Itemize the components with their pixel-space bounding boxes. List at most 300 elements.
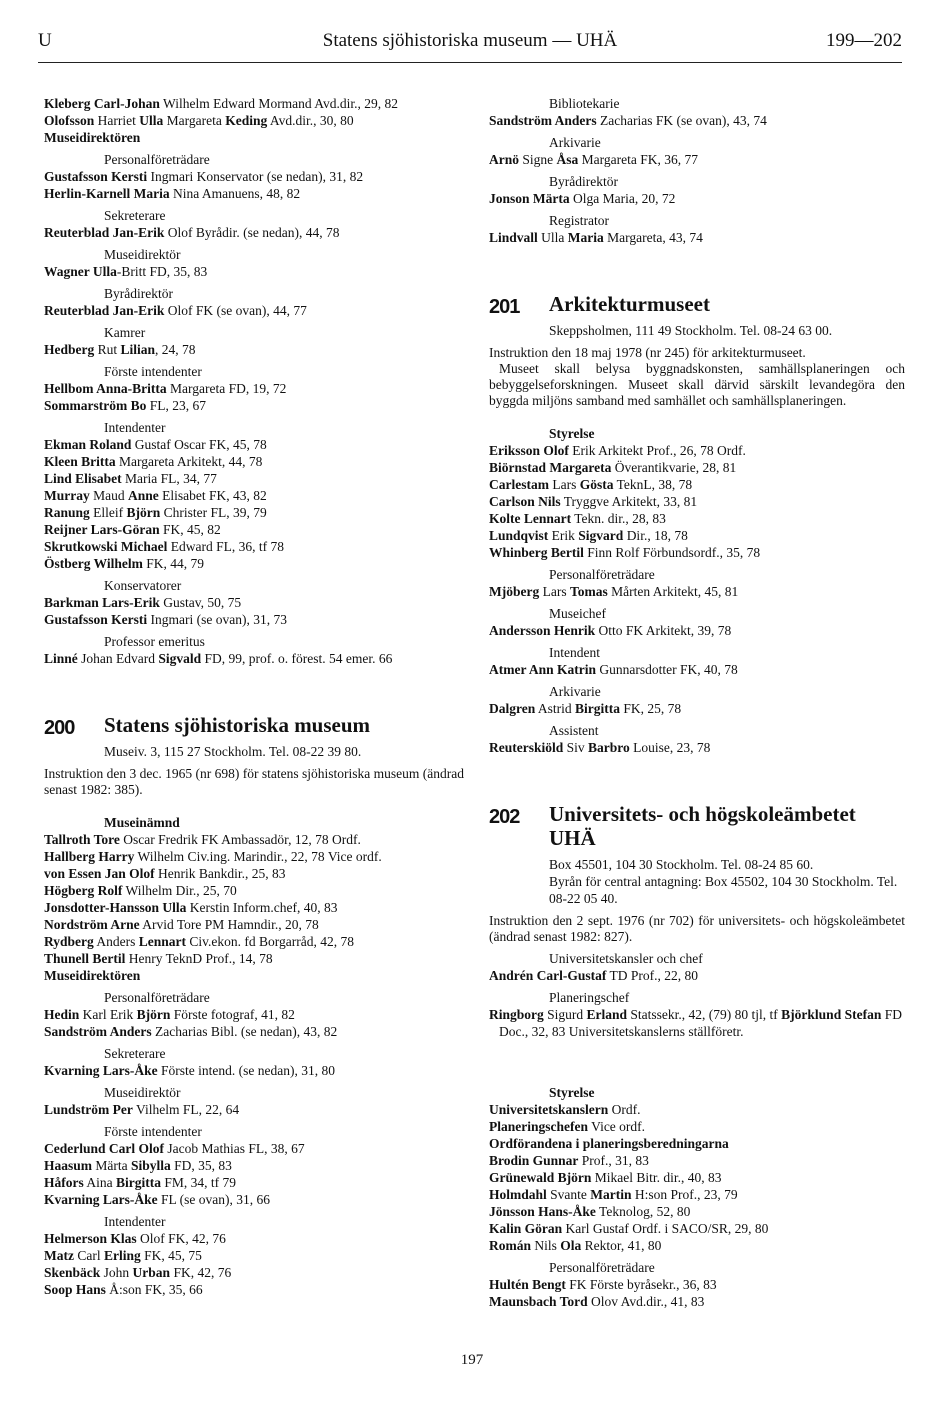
section-gap [489,1040,905,1068]
staff-entry [489,1118,905,1135]
entry-detail: Anders [93,934,139,949]
instruction-text: Instruktion den 18 maj 1978 (nr 245) för arkitekturmuseet. [489,345,806,360]
staff-entry [44,129,464,146]
entry-name: Reuterblad Jan-Erik [44,225,165,240]
entry-name: Ulla [139,113,164,128]
entry-name: Tallroth Tore [44,832,120,847]
entry-detail: Statssekr., 42, (79) 80 tjl, tf [627,1007,782,1022]
entry-name: Tomas [569,584,608,599]
staff-entry [44,185,464,202]
staff-entry [44,112,464,129]
staff-entry [44,302,464,319]
staff-entry [44,611,464,628]
entry-name: Gösta [579,477,614,492]
staff-entry [489,476,905,493]
role-heading: Personalföreträdare [104,152,210,167]
staff-entry [489,1186,905,1203]
entry-name: Holmdahl [489,1187,547,1202]
role-heading: Byrådirektör [104,286,173,301]
entry-detail: Dir., 18, 78 [623,528,688,543]
entry-name: Barbro [588,740,630,755]
role-heading: Planeringschef [549,990,630,1005]
entry-detail: Zacharias FK (se ovan), 43, 74 [596,113,767,128]
staff-entry [44,882,464,899]
staff-entry [489,1203,905,1220]
entry-name: Birgitta [116,1175,161,1190]
section-title: Arkitekturmuseet [549,292,710,316]
entry-detail: Prof., 31, 83 [578,1153,649,1168]
role-heading: Sekreterare [104,208,166,223]
entry-name: Biörnstad Margareta [489,460,612,475]
entry-detail: FK Förste byråsekr., 36, 83 [565,1277,717,1292]
header-rule [38,62,902,63]
staff-entry [489,527,905,544]
staff-entry [44,831,464,848]
entry-name: Urban [132,1265,171,1280]
entry-detail: Margareta Arkitekt, 44, 78 [115,454,263,469]
entry-name: Olofsson [44,113,95,128]
role-heading: Förste intendenter [104,364,202,379]
staff-entry [489,112,905,129]
entry-detail: Margareta FK, 36, 77 [578,152,699,167]
staff-entry [44,168,464,185]
entry-detail: Rut [94,342,121,357]
entry-detail: Tryggve Arkitekt, 33, 81 [560,494,698,509]
staff-entry [44,848,464,865]
entry-name: Whinberg Bertil [489,545,584,560]
section-header [44,713,464,737]
board-heading: Styrelse [549,1085,595,1100]
role-heading: Museichef [549,606,606,621]
staff-entry [44,1157,464,1174]
entry-detail: Ingmari Konservator (se nedan), 31, 82 [147,169,364,184]
staff-entry [44,1006,464,1023]
role-heading: Arkivarie [549,135,601,150]
staff-entry [44,397,464,414]
staff-entry [489,229,905,246]
entry-detail: FK, 25, 78 [620,701,682,716]
entry-name: Sommarström Bo [44,398,147,413]
entry-name: Rydberg [44,934,94,949]
entry-name: Soop Hans [44,1282,106,1297]
entry-name: Kvarning Lars-Åke [44,1063,158,1078]
entry-name: Anne [127,488,159,503]
page-header [38,30,902,58]
section-number: 202 [489,806,520,828]
entry-detail: -Britt FD, 35, 83 [116,264,208,279]
role-heading: Bibliotekarie [549,96,620,111]
entry-detail: Lars [548,477,580,492]
staff-entry [44,555,464,572]
entry-name: Mjöberg [489,584,540,599]
staff-entry [44,341,464,358]
entry-detail: Nina Amanuens, 48, 82 [169,186,301,201]
entry-name: Gustafsson Kersti [44,612,148,627]
role-heading: Museidirektör [104,247,181,262]
entry-name: Östberg Wilhelm [44,556,143,571]
role-heading: Intendenter [104,1214,166,1229]
entry-detail: FL (se ovan), 31, 66 [157,1192,270,1207]
staff-entry [44,263,464,280]
staff-entry [44,1023,464,1040]
section-gap [489,246,905,292]
staff-entry [44,1281,464,1298]
entry-name: Reuterblad Jan-Erik [44,303,165,318]
entry-name: Nordström Arne [44,917,140,932]
staff-entry [489,493,905,510]
entry-detail: Signe [519,152,557,167]
staff-entry [489,1237,905,1254]
entry-detail: Christer FL, 39, 79 [160,505,267,520]
entry-detail: FD, 99, prof. o. förest. 54 emer. 66 [201,651,393,666]
entry-detail: Vilhelm FL, 22, 64 [132,1102,240,1117]
role-heading: Konservatorer [104,578,182,593]
staff-entry [44,487,464,504]
entry-detail: Astrid [535,701,576,716]
entry-detail: Margareta [163,113,226,128]
entry-name: Brodin Gunnar [489,1153,579,1168]
staff-entry [44,1230,464,1247]
role-heading: Personalföreträdare [104,990,210,1005]
role-heading: Sekreterare [104,1046,166,1061]
entry-detail: Karl Gustaf Ordf. i SACO/SR, 29, 80 [562,1221,769,1236]
entry-detail: Svante [546,1187,591,1202]
entry-detail: FK, 44, 79 [142,556,205,571]
section-header [489,292,905,316]
page-number: 197 [460,1352,484,1368]
staff-entry [44,521,464,538]
entry-name: Román [489,1238,532,1253]
entry-name: Gustafsson Kersti [44,169,148,184]
entry-detail: Vice ordf. [588,1119,646,1134]
entry-detail: Henry TeknD Prof., 14, 78 [125,951,273,966]
role-heading: Professor emeritus [104,634,205,649]
entry-detail: Mikael Bitr. dir., 40, 83 [591,1170,722,1185]
left-column [44,95,464,1298]
right-column [489,95,905,1310]
entry-detail: Edward FL, 36, tf 78 [167,539,285,554]
staff-entry [489,700,905,717]
entry-name: Björklund Stefan [781,1007,882,1022]
entry-name: Kleberg Carl-Johan [44,96,160,111]
entry-detail: Gunnarsdotter FK, 40, 78 [596,662,738,677]
entry-detail: FK, 42, 76 [170,1265,232,1280]
entry-name: Sandström Anders [489,113,597,128]
entry-name: Åsa [556,152,579,167]
entry-name: Håfors [44,1175,84,1190]
entry-detail: Märta [92,1158,131,1173]
staff-entry [489,1169,905,1186]
entry-name: Helmerson Klas [44,1231,137,1246]
entry-detail: Wilhelm Dir., 25, 70 [122,883,237,898]
entry-name: Björn [126,505,161,520]
entry-detail: John [100,1265,133,1280]
staff-entry [44,1264,464,1281]
instruction-text: Instruktion den 3 dec. 1965 (nr 698) för statens sjöhistoriska museum (ändrad senast 1982: 385). [44,766,464,797]
role-heading: Kamrer [104,325,146,340]
entry-detail: Gustav, 50, 75 [159,595,242,610]
header-section-letter: U [38,30,52,51]
entry-name: Skenbäck [44,1265,101,1280]
entry-detail: Förste intend. (se nedan), 31, 80 [157,1063,335,1078]
entry-detail: Ulla [537,230,568,245]
staff-entry [489,544,905,561]
section-address: Byrån för central antagning: Box 45502, 104 30 Stockholm. Tel. 08-22 05 40. [549,874,898,906]
entry-name: Lilian [120,342,156,357]
entry-name: Universitetskanslern [489,1102,609,1117]
entry-name: Högberg Rolf [44,883,123,898]
entry-name: Reijner Lars-Göran [44,522,160,537]
entry-name: Sibylla [131,1158,171,1173]
entry-detail: FM, 34, tf 79 [161,1175,237,1190]
role-heading: Intendent [549,645,600,660]
entry-name: Kolte Lennart [489,511,572,526]
entry-name: Maria [567,230,604,245]
staff-entry [489,1293,905,1310]
entry-name: Eriksson Olof [489,443,569,458]
entry-name: Lind Elisabet [44,471,122,486]
board-heading: Museinämnd [104,815,180,830]
entry-detail: Nils [531,1238,561,1253]
entry-name: Barkman Lars-Erik [44,595,160,610]
entry-name: Ranung [44,505,90,520]
board-heading: Styrelse [549,426,595,441]
staff-entry [44,916,464,933]
section-title: Statens sjöhistoriska museum [104,713,371,737]
entry-name: Herlin-Karnell Maria [44,186,170,201]
entry-detail: FD Doc., 32, 83 Universitetskanslerns ställföretr. [499,1007,902,1039]
section-title: Universitets- och högskoleämbetet UHÄ [549,802,856,850]
staff-entry [489,442,905,459]
entry-name: Erling [103,1248,141,1263]
entry-detail: TeknL, 38, 78 [613,477,693,492]
entry-detail: Civ.ekon. fd Borgarråd, 42, 78 [186,934,355,949]
entry-detail: Finn Rolf Förbundsordf., 35, 78 [583,545,761,560]
entry-detail: Johan Edvard [77,651,159,666]
entry-detail: Ordf. [608,1102,641,1117]
entry-detail: Olof Byrådir. (se nedan), 44, 78 [164,225,340,240]
role-heading: Intendenter [104,420,166,435]
entry-name: Museidirektören [44,968,141,983]
entry-detail: Avd.dir., 30, 80 [267,113,354,128]
role-heading: Universitetskansler och chef [549,951,703,966]
entry-detail: Elisabet FK, 43, 82 [158,488,267,503]
entry-name: Wagner Ulla [44,264,117,279]
staff-entry [489,459,905,476]
entry-name: Björn [136,1007,171,1022]
entry-detail: Sigurd [543,1007,587,1022]
entry-name: Carlestam [489,477,549,492]
role-heading: Museidirektör [104,1085,181,1100]
entry-name: Sigvald [158,651,202,666]
entry-detail: Zacharias Bibl. (se nedan), 43, 82 [151,1024,338,1039]
entry-detail: , 24, 78 [155,342,196,357]
entry-detail: TD Prof., 22, 80 [606,968,699,983]
entry-name: Dalgren [489,701,536,716]
staff-entry [489,151,905,168]
entry-detail: Lars [539,584,570,599]
staff-entry [489,1006,905,1040]
entry-name: Haasum [44,1158,93,1173]
entry-name: Hedin [44,1007,80,1022]
entry-name: Hultén Bengt [489,1277,566,1292]
instruction-text: Museet skall belysa byggnadskonsten, samhällsplaneringen och bebyggelseforskningen. Museet skall därvid särskilt levandegöra den byggda miljöns samband med samhället och samhällsplaneringen. [489,361,905,408]
entry-name: Murray [44,488,90,503]
entry-detail: Kerstin Inform.chef, 40, 83 [186,900,338,915]
entry-name: Jönsson Hans-Åke [489,1204,596,1219]
entry-detail: Tekn. dir., 28, 83 [571,511,666,526]
entry-detail: Otto FK Arkitekt, 39, 78 [595,623,732,638]
entry-name: Arnö [489,152,519,167]
staff-entry [489,1152,905,1169]
entry-detail: Margareta, 43, 74 [603,230,703,245]
entry-name: Museidirektören [44,130,141,145]
staff-entry [44,470,464,487]
entry-name: Kvarning Lars-Åke [44,1192,158,1207]
entry-detail: Carl [73,1248,104,1263]
staff-entry [44,1101,464,1118]
staff-entry [44,1247,464,1264]
entry-detail: Aina [83,1175,116,1190]
entry-detail: Elleif [89,505,127,520]
role-heading: Arkivarie [549,684,601,699]
section-number: 200 [44,717,75,739]
entry-detail: Teknolog, 52, 80 [595,1204,691,1219]
entry-detail: Oscar Fredrik FK Ambassadör, 12, 78 Ordf. [119,832,361,847]
section-gap [489,756,905,802]
instruction-paragraph [489,913,905,945]
staff-entry [44,1174,464,1191]
staff-entry [44,1191,464,1208]
entry-detail: Gustaf Oscar FK, 45, 78 [131,437,267,452]
section-address: Skeppsholmen, 111 49 Stockholm. Tel. 08-24 63 00. [549,323,833,338]
entry-name: Reuterskiöld [489,740,564,755]
entry-detail: Överantikvarie, 28, 81 [611,460,737,475]
entry-name: Skrutkowski Michael [44,539,168,554]
entry-detail: Wilhelm Edward Mormand Avd.dir., 29, 82 [159,96,399,111]
staff-entry [489,583,905,600]
staff-entry [489,622,905,639]
entry-detail: FD, 35, 83 [170,1158,232,1173]
entry-name: Ordförandena i planeringsberedningarna [489,1136,729,1151]
entry-name: Lindvall [489,230,538,245]
entry-detail: Ingmari (se ovan), 31, 73 [147,612,287,627]
entry-detail: H:son Prof., 23, 79 [631,1187,738,1202]
entry-detail: Henrik Bankdir., 25, 83 [154,866,286,881]
entry-detail: Siv [563,740,589,755]
entry-detail: Erik [548,528,579,543]
entry-detail: Maud [89,488,128,503]
entry-name: Cederlund Carl Olof [44,1141,164,1156]
entry-detail: Wilhelm Civ.ing. Marindir., 22, 78 Vice ordf. [134,849,382,864]
staff-entry [44,436,464,453]
staff-entry [44,594,464,611]
entry-name: Keding [225,113,268,128]
entry-name: Ekman Roland [44,437,132,452]
instruction-paragraph [44,766,464,798]
section-header [489,802,905,850]
entry-name: Hallberg Harry [44,849,135,864]
entry-name: Sigvard [578,528,624,543]
entry-detail: Å:son FK, 35, 66 [105,1282,203,1297]
staff-entry [44,224,464,241]
staff-entry [44,95,464,112]
entry-detail: Maria FL, 34, 77 [121,471,217,486]
role-heading: Förste intendenter [104,1124,202,1139]
staff-entry [44,865,464,882]
staff-entry [44,538,464,555]
entry-detail: Louise, 23, 78 [629,740,711,755]
staff-entry [44,950,464,967]
entry-name: Planeringschefen [489,1119,588,1134]
section-gap [44,667,464,713]
entry-detail: Olov Avd.dir., 41, 83 [587,1294,705,1309]
staff-entry [44,1140,464,1157]
entry-detail: Arvid Tore PM Hamndir., 20, 78 [139,917,319,932]
entry-name: Birgitta [575,701,621,716]
entry-name: Lennart [138,934,187,949]
entry-name: Erland [586,1007,628,1022]
entry-name: Andersson Henrik [489,623,596,638]
entry-detail: Margareta FD, 19, 72 [166,381,287,396]
staff-entry [44,933,464,950]
role-heading: Registrator [549,213,609,228]
entry-detail: Jacob Mathias FL, 38, 67 [164,1141,305,1156]
staff-entry [489,510,905,527]
staff-entry [489,739,905,756]
instruction-text: Instruktion den 2 sept. 1976 (nr 702) för universitets- och högskoleämbetet (ändrad senast 1982: 827). [489,913,905,944]
entry-detail: Olga Maria, 20, 72 [569,191,676,206]
entry-detail: Karl Erik [79,1007,137,1022]
entry-name: Lundqvist [489,528,549,543]
section-address: Box 45501, 104 30 Stockholm. Tel. 08-24 85 60. [549,857,814,872]
entry-name: Carlson Nils [489,494,561,509]
entry-detail: Olof FK, 42, 76 [136,1231,226,1246]
entry-name: Maunsbach Tord [489,1294,588,1309]
entry-name: Kleen Britta [44,454,116,469]
entry-name: Ringborg [489,1007,544,1022]
role-heading: Personalföreträdare [549,1260,655,1275]
staff-entry [489,190,905,207]
entry-name: Atmer Ann Katrin [489,662,596,677]
entry-name: Martin [590,1187,632,1202]
header-title: Statens sjöhistoriska museum — UHÄ [322,30,618,51]
staff-entry [489,1135,905,1152]
entry-name: Lundström Per [44,1102,133,1117]
instruction-paragraph [489,345,905,409]
role-heading: Assistent [549,723,599,738]
staff-entry [44,967,464,984]
entry-name: Grünewald Björn [489,1170,592,1185]
entry-name: Linné [44,651,78,666]
staff-entry [489,661,905,678]
entry-name: Jonsdotter-Hansson Ulla [44,900,187,915]
entry-detail: FL, 23, 67 [146,398,206,413]
staff-entry [44,650,464,667]
entry-detail: FK, 45, 82 [159,522,221,537]
entry-detail: Olof FK (se ovan), 44, 77 [164,303,307,318]
staff-entry [489,967,905,984]
entry-name: Andrén Carl-Gustaf [489,968,607,983]
entry-detail: Harriet [94,113,140,128]
staff-entry [489,1276,905,1293]
entry-detail: FK, 45, 75 [140,1248,202,1263]
staff-entry [44,1062,464,1079]
staff-entry [44,504,464,521]
staff-entry [44,899,464,916]
entry-detail: Förste fotograf, 41, 82 [170,1007,295,1022]
entry-detail: Rektor, 41, 80 [581,1238,662,1253]
